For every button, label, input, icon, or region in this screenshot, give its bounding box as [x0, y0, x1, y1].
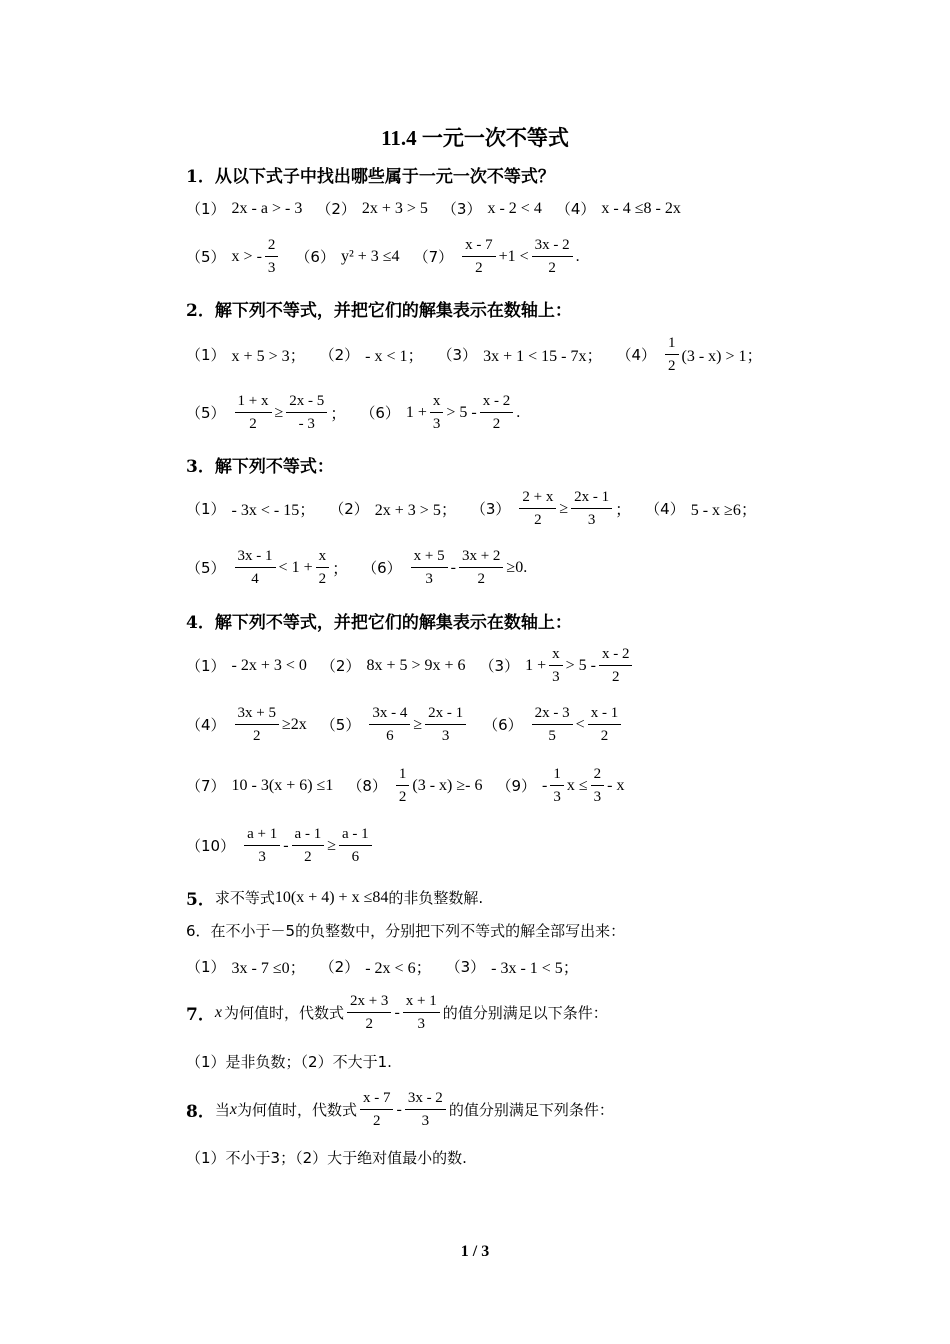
question-3-row-1	[186, 488, 771, 529]
question-4-row-4	[186, 825, 389, 866]
q4-item-1: （1） - 2x + 3 < 0	[186, 656, 307, 675]
question-2-heading: 2．解下列不等式，并把它们的解集表示在数轴上：	[186, 301, 572, 321]
question-7: 7． x 为何值时，代数式 $\frac{2x + 3}{2}$ - $\frac{x + 1}{3}$ 的值分别满足以下条件：	[186, 993, 608, 1032]
question-1-row-2	[186, 236, 594, 277]
page-number: 1 / 3	[460, 1243, 490, 1260]
q2-item-3: （3） 3x + 1 < 15 - 7x；	[437, 346, 603, 365]
question-1-heading: 1．从以下式子中找出哪些属于一元一次不等式？	[186, 167, 555, 187]
question-2-row-1	[186, 334, 777, 375]
q3-item-5: （5） $\frac{3x - 1}{4}$ < 1 + $\frac{x}{2}$ ；	[186, 548, 349, 587]
question-3-row-2	[186, 547, 541, 588]
q1-item-3: （3） x - 2 < 4	[441, 199, 542, 218]
q1-item-6: （6） y² + 3 ≤4	[295, 247, 400, 266]
q6-item-2: （2） - 2x < 6；	[319, 958, 432, 977]
q4-item-10: （10） $\frac{a + 1}{3}$ - $\frac{a - 1}{2}$ ≥ $\frac{a - 1}{6}$	[186, 825, 375, 866]
page-title: 11.4 一元一次不等式	[381, 126, 569, 150]
q4-item-9: （9） - $\frac{1}{3}$ x ≤ $\frac{2}{3}$ - x	[496, 766, 625, 805]
q4-item-7: （7） 10 - 3(x + 6) ≤1	[186, 776, 334, 795]
q6-item-3: （3） - 3x - 1 < 5；	[445, 958, 579, 977]
q2-item-2: （2） - x < 1；	[319, 346, 424, 365]
question-3-heading: 3．解下列不等式：	[186, 457, 334, 477]
question-7-conditions: （1）是非负数；（2）不大于1.	[186, 1053, 392, 1071]
q1-item-1: （1） 2x - a > - 3	[186, 199, 303, 218]
q4-item-3: （3） 1 + $\frac{x}{3}$ > 5 - $\frac{x - 2}{2}$	[480, 645, 636, 686]
q3-item-6: （6） $\frac{x + 5}{3}$ - $\frac{3x + 2}{2}$ ≥0.	[362, 548, 528, 587]
q6-item-1: （1） 3x - 7 ≤0；	[186, 958, 306, 977]
q4-item-8: （8） $\frac{1}{2}$ (3 - x) ≥- 6	[347, 766, 483, 805]
q3-item-3: （3） $\frac{2 + x}{2}$ ≥ $\frac{2x - 1}{3}$ ；	[470, 489, 632, 528]
q3-item-2: （2） 2x + 3 > 5；	[329, 500, 457, 519]
question-4-row-2	[186, 704, 638, 745]
question-4-row-3	[186, 765, 638, 806]
question-5: 5． 求不等式 10(x + 4) + x ≤84 的非负整数解.	[186, 888, 484, 910]
q2-item-4: （4） $\frac{1}{2}$ (3 - x) > 1；	[616, 335, 763, 374]
q1-item-7: （7） $\frac{x - 7}{2}$ +1 < $\frac{3x - 2}{2}$ .	[413, 237, 580, 276]
q4-item-5: （5） $\frac{3x - 4}{6}$ ≥ $\frac{2x - 1}{3}$	[321, 704, 469, 745]
q3-item-4: （4） 5 - x ≥6；	[645, 500, 757, 519]
q4-item-2: （2） 8x + 5 > 9x + 6	[320, 656, 466, 675]
question-4-heading: 4．解下列不等式，并把它们的解集表示在数轴上：	[186, 613, 572, 633]
q3-item-1: （1） - 3x < - 15；	[186, 500, 316, 519]
question-8: 8． 当 x 为何值时，代数式 $\frac{x - 7}{2}$ - $\frac{3x - 2}{3}$ 的值分别满足下列条件：	[186, 1090, 614, 1129]
q4-item-6: （6） $\frac{2x - 3}{5}$ < $\frac{x - 1}{2}$	[483, 704, 624, 745]
q2-item-5: （5） $\frac{1 + x}{2}$ ≥ $\frac{2x - 5}{- 3}$ ；	[186, 393, 347, 432]
q4-item-4: （4） $\frac{3x + 5}{2}$ ≥2x	[186, 705, 307, 744]
question-6-row	[186, 955, 593, 978]
q1-item-4: （4） x - 4 ≤8 - 2x	[555, 199, 681, 218]
question-1-row-1	[186, 198, 695, 219]
q1-item-2: （2） 2x + 3 > 5	[316, 199, 428, 218]
q2-item-1: （1） x + 5 > 3；	[186, 346, 306, 365]
question-2-row-2	[186, 392, 534, 433]
q2-item-6: （6） 1 + $\frac{x}{3}$ > 5 - $\frac{x - 2}{2}$ .	[360, 393, 521, 432]
question-8-conditions: （1）不小于3；（2）大于绝对值最小的数.	[186, 1149, 467, 1167]
q1-item-5: （5） x > - $\frac{2}{3}$	[186, 236, 281, 277]
question-4-row-1	[186, 645, 649, 686]
question-6-heading: 6．在不小于－5的负整数中，分别把下列不等式的解全部写出来：	[186, 922, 626, 940]
